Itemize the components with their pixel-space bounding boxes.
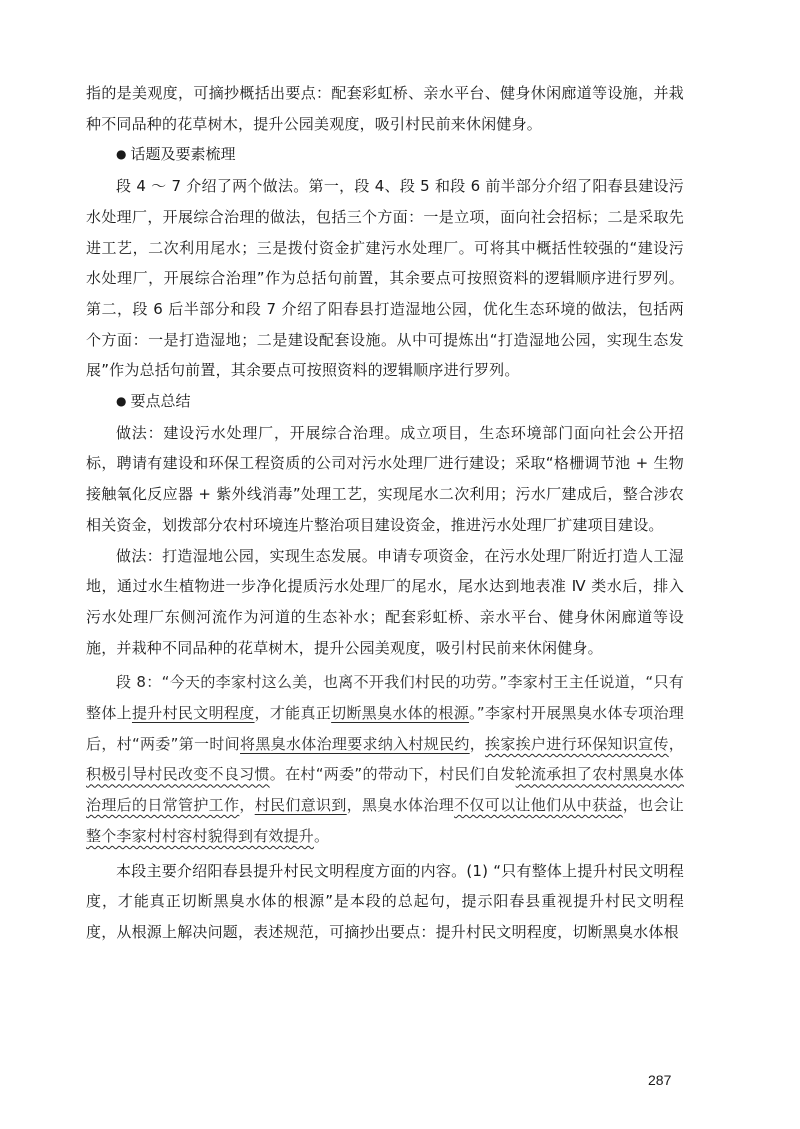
section-heading-topics [86,139,684,171]
quote-segment: ， [668,734,684,753]
paragraph-2: 段 4 ～ 7 介绍了两个做法。第一，段 4、段 5 和段 6 前半部分介绍了阳春县建设污水处理厂，开展综合治理的做法，包括三个方面：一是立项，面向社会招标；二是采取先进工艺，二次利用尾水；三是拨付资金扩建污水处理厂。可将其中概括性较强的“建设污水处理厂，开展综合治理”作为总括句前置，其余要点可按照资料的逻辑顺序进行罗列。第二，段 6 后半部分和段 7 介绍了阳春县打造湿地公园，优化生态环境的做法，包括两个方面：一是打造湿地；二是建设配套设施。从中可提炼出“打造湿地公园，实现生态发展”作为总括句前置，其余要点可按照资料的逻辑顺序进行罗列。 [86,177,684,380]
bullet-icon: ● [116,394,127,409]
page-number: 287 [648,1072,672,1088]
underlined-phrase: 切断黑臭水体的根源 [331,704,470,723]
quote-segment: ， [469,734,486,753]
heading-text: 要点总结 [130,392,191,411]
heading-text: 话题及要素梳理 [130,145,236,164]
quote-segment: 。在村“两委”的带动下，村民们自发 [269,765,516,784]
quote-segment: ， [239,796,255,815]
bullet-icon: ● [116,147,127,162]
paragraph-5: 本段主要介绍阳春县提升村民文明程度方面的内容。(1) “只有整体上提升村民文明程度，才能真正切断黑臭水体的根源”是本段的总起句，提示阳春县重视提升村民文明程度，从根源上解决问题，表述规范，可摘抄出要点：提升村民文明程度，切断黑臭水体根 [86,861,684,941]
quote-segment: ，也会让 [622,796,684,815]
paragraph-1: 指的是美观度，可摘抄概括出要点：配套彩虹桥、亲水平台、健身休闲廊道等设施，并栽种不同品种的花草树木，提升公园美观度，吸引村民前来休闲健身。 [86,84,684,133]
underlined-phrase: 提升村民文明程度 [131,704,255,723]
underlined-phrase: 将黑臭水体治理要求纳入村规民约 [240,734,470,753]
paragraph-4: 做法：打造湿地公园，实现生态发展。申请专项资金，在污水处理厂附近打造人工湿地，通过水生植物进一步净化提质污水处理厂的尾水，尾水达到地表准 Ⅳ 类水后，排入污水处理厂东侧河流作为河道的生态补水；配套彩虹桥、亲水平台、健身休闲廊道等设施，并栽种不同品种的花草树木，提升公园美观度，吸引村民前来休闲健身。 [86,546,684,657]
page-content [86,78,684,948]
quote-segment: 。”李家村开展黑臭水体专项治理后，村“两委”第一时间 [86,704,684,753]
quote-segment: 。 [314,826,330,845]
section-heading-summary [86,386,684,418]
quote-segment: ，才能真正 [254,704,332,723]
wavy-underlined-phrase: 积极引导村民改变不良习惯 [86,765,270,784]
paragraph-3: 做法：建设污水处理厂，开展综合治理。成立项目，生态环境部门面向社会公开招标，聘请有建设和环保工程资质的公司对污水处理厂进行建设；采取“格栅调节池 + 生物接触氧化反应器 + 紫外线消毒”处理工艺，实现尾水二次利用；污水厂建成后，整合涉农相关资金，划拨部分农村环境连片整治项目建设资金，推进污水处理厂扩建项目建设。 [86,423,684,534]
wavy-underlined-phrase: 整个李家村村容村貌得到有效提升 [86,826,315,845]
wavy-underlined-phrase: 不仅可以让他们从中获益 [454,796,623,815]
wavy-underlined-phrase: 挨家挨户进行环保知识宣传 [485,734,669,753]
quote-segment: 段 8：“今天的李家村这么美，也离不开我们村民的功劳。”李家村王主任说道，“只有整体上 [86,673,684,723]
quote-segment: ，黑臭水体治理 [346,796,455,815]
quoted-material-paragraph-8 [86,667,684,851]
quote-text [86,667,684,851]
underlined-phrase: 村民们意识到 [254,796,347,815]
wavy-underlined-phrase: 轮流承担了农村黑臭水体治理后的日常管护工作 [86,765,685,815]
